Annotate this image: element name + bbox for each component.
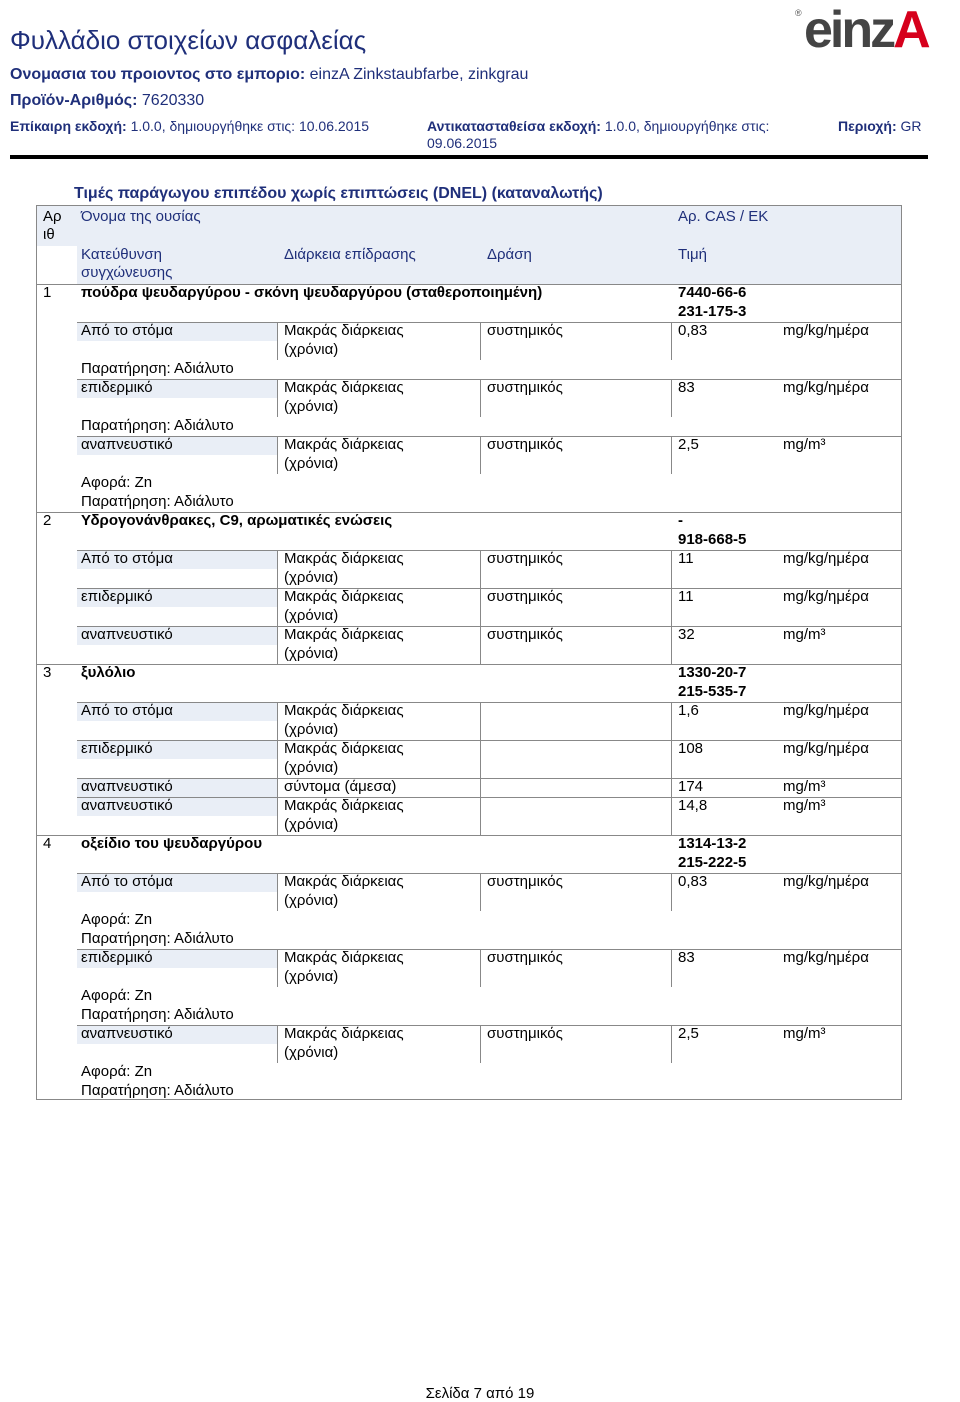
col-route-header-1: Κατεύθυνση [81,246,162,263]
dnel-effect: συστημικός [487,436,563,453]
dnel-value: 2,5 [678,1025,699,1042]
product-id-label: Προϊόν-Αριθμός: [10,92,138,109]
row-divider [77,778,901,779]
substance-ec: 215-222-5 [678,854,747,871]
dnel-effect: συστημικός [487,588,563,605]
dnel-value: 1,6 [678,702,699,719]
substance-ec: 215-535-7 [678,683,747,700]
col-divider [480,1025,481,1063]
col-route-header-2: συγχώνευσης [81,264,173,281]
dnel-unit: mg/kg/ημέρα [783,550,869,567]
dnel-unit: mg/kg/ημέρα [783,379,869,396]
dnel-route: Από το στόμα [81,322,173,339]
dnel-value: 0,83 [678,322,708,339]
col-duration-header: Διάρκεια επίδρασης [284,246,416,263]
substance-cas: 1314-13-2 [678,835,747,852]
dnel-duration: Μακράς διάρκειας [284,322,404,339]
dnel-note: Παρατήρηση: Αδιάλυτο [81,417,234,434]
dnel-route: επιδερμικό [81,949,153,966]
current-version-label: Επίκαιρη εκδοχή: [10,118,127,134]
region-value: GR [900,118,922,134]
dnel-duration: Μακράς διάρκειας [284,797,404,814]
dnel-value: 11 [678,588,694,605]
col-divider [671,379,672,417]
dnel-note: Αφορά: Zn [81,1063,153,1080]
dnel-value: 32 [678,626,695,643]
dnel-duration: Μακράς διάρκειας [284,1025,404,1042]
dnel-route: Από το στόμα [81,873,173,890]
row-divider [77,702,901,703]
dnel-unit: mg/m³ [783,626,826,643]
replaced-version-date: 09.06.2015 [427,135,498,151]
product-name-line [10,66,528,84]
logo-text-accent: A [893,1,928,59]
dnel-duration-cont: (χρόνια) [284,816,339,833]
dnel-unit: mg/kg/ημέρα [783,322,869,339]
dnel-duration: Μακράς διάρκειας [284,588,404,605]
dnel-duration-cont: (χρόνια) [284,968,339,985]
dnel-unit: mg/kg/ημέρα [783,588,869,605]
substance-name: ξυλόλιο [81,664,136,681]
substance-cas: - [678,512,683,529]
dnel-value: 14,8 [678,797,708,814]
dnel-duration-cont: (χρόνια) [284,607,339,624]
dnel-duration: Μακράς διάρκειας [284,626,404,643]
dnel-route: επιδερμικό [81,740,153,757]
col-cas-header: Αρ. CAS / ΕΚ [678,208,769,225]
col-divider [277,626,278,664]
dnel-value: 11 [678,550,694,567]
dnel-route: αναπνευστικό [81,797,173,814]
substance-number: 3 [43,664,52,681]
region-label: Περιοχή: [838,118,897,134]
dnel-duration: Μακράς διάρκειας [284,436,404,453]
dnel-duration: Μακράς διάρκειας [284,740,404,757]
col-divider [671,588,672,626]
col-divider [277,778,278,797]
row-divider [77,797,901,798]
einza-logo [804,0,928,60]
dnel-duration-cont: (χρόνια) [284,645,339,662]
dnel-note: Παρατήρηση: Αδιάλυτο [81,1006,234,1023]
dnel-unit: mg/kg/ημέρα [783,740,869,757]
product-name-value: einzA Zinkstaubfarbe, zinkgrau [309,66,529,83]
col-divider [480,702,481,740]
substance-ec: 231-175-3 [678,303,747,320]
col-divider [277,588,278,626]
row-divider [77,740,901,741]
substance-name: Υδρογονάνθρακες, C9, αρωματικές ενώσεις [81,512,393,529]
dnel-duration-cont: (χρόνια) [284,721,339,738]
product-id-value: 7620330 [141,92,205,109]
dnel-route: επιδερμικό [81,379,153,396]
registered-mark: ® [795,8,802,18]
col-divider [277,379,278,417]
col-divider [671,797,672,835]
replaced-version [427,117,769,135]
dnel-value: 174 [678,778,704,795]
dnel-note: Παρατήρηση: Αδιάλυτο [81,930,234,947]
dnel-route: αναπνευστικό [81,436,173,453]
dnel-effect: συστημικός [487,873,563,890]
product-id-line [10,92,204,110]
col-divider [671,1025,672,1063]
dnel-effect: συστημικός [487,379,563,396]
col-divider [671,550,672,588]
col-divider [277,322,278,360]
col-divider [671,322,672,360]
col-divider [480,740,481,778]
col-divider [671,949,672,987]
dnel-route: αναπνευστικό [81,1025,173,1042]
replaced-version-label: Αντικατασταθείσα εκδοχή: [427,118,601,134]
col-divider [671,778,672,797]
col-divider [277,797,278,835]
substance-ec: 918-668-5 [678,531,747,548]
dnel-duration: Μακράς διάρκειας [284,702,404,719]
col-divider [480,873,481,911]
substance-cas: 7440-66-6 [678,284,747,301]
current-version [10,117,369,135]
col-divider [480,588,481,626]
dnel-value: 0,83 [678,873,708,890]
dnel-unit: mg/m³ [783,436,826,453]
dnel-duration: Μακράς διάρκειας [284,379,404,396]
col-divider [277,949,278,987]
dnel-effect: συστημικός [487,322,563,339]
row-divider [37,664,901,665]
document-title: Φυλλάδιο στοιχείων ασφαλείας [10,25,367,55]
col-divider [480,436,481,474]
dnel-effect: συστημικός [487,550,563,567]
dnel-duration: Μακράς διάρκειας [284,949,404,966]
dnel-duration-cont: (χρόνια) [284,398,339,415]
col-divider [277,873,278,911]
col-effect-header: Δράση [487,246,532,263]
dnel-duration: Μακράς διάρκειας [284,550,404,567]
section-title: Τιμές παράγωγου επιπέδου χωρίς επιπτώσεις (DNEL) (καταναλωτής) [74,185,603,202]
dnel-route: Από το στόμα [81,550,173,567]
dnel-unit: mg/m³ [783,778,826,795]
col-divider [277,550,278,588]
dnel-effect: συστημικός [487,949,563,966]
dnel-unit: mg/m³ [783,1025,826,1042]
dnel-route: Από το στόμα [81,702,173,719]
dnel-value: 83 [678,379,695,396]
substance-name: πούδρα ψευδαργύρου - σκόνη ψευδαργύρου (σταθεροποιημένη) [81,284,543,301]
col-divider [671,702,672,740]
dnel-route: αναπνευστικό [81,778,173,795]
dnel-note: Παρατήρηση: Αδιάλυτο [81,1082,234,1099]
region [838,117,922,135]
dnel-duration-cont: (χρόνια) [284,341,339,358]
dnel-unit: mg/m³ [783,797,826,814]
col-divider [480,379,481,417]
col-divider [277,740,278,778]
col-substance-header: Όνομα της ουσίας [81,208,201,225]
col-no-header-1: Αρ [43,208,62,225]
dnel-note: Αφορά: Zn [81,911,153,928]
product-name-label: Ονομασια του προιοντος στο εμποριο: [10,66,306,83]
dnel-route: επιδερμικό [81,588,153,605]
col-divider [671,626,672,664]
dnel-duration: Μακράς διάρκειας [284,873,404,890]
substance-number: 2 [43,512,52,529]
page-number: Σελίδα 7 από 19 [425,1385,535,1402]
dnel-duration-cont: (χρόνια) [284,569,339,586]
col-divider [480,797,481,835]
col-divider [480,550,481,588]
col-divider [480,778,481,797]
dnel-unit: mg/kg/ημέρα [783,949,869,966]
dnel-duration-cont: (χρόνια) [284,759,339,776]
dnel-note: Παρατήρηση: Αδιάλυτο [81,360,234,377]
substance-number: 4 [43,835,52,852]
dnel-table [36,205,902,1100]
dnel-value: 83 [678,949,695,966]
header-divider [10,155,928,159]
col-divider [277,702,278,740]
col-divider [480,322,481,360]
dnel-duration: σύντομα (άμεσα) [284,778,397,795]
substance-name: οξείδιο του ψευδαργύρου [81,835,263,852]
col-divider [277,436,278,474]
dnel-route: αναπνευστικό [81,626,173,643]
col-divider [480,626,481,664]
dnel-duration-cont: (χρόνια) [284,1044,339,1061]
dnel-note: Αφορά: Zn [81,987,153,1004]
dnel-duration-cont: (χρόνια) [284,892,339,909]
col-divider [480,949,481,987]
col-divider [277,1025,278,1063]
col-divider [671,873,672,911]
dnel-value: 2,5 [678,436,699,453]
replaced-version-value: 1.0.0, δημιουργήθηκε στις: [604,118,770,134]
dnel-duration-cont: (χρόνια) [284,455,339,472]
dnel-note: Παρατήρηση: Αδιάλυτο [81,493,234,510]
dnel-unit: mg/kg/ημέρα [783,873,869,890]
dnel-value: 108 [678,740,704,757]
dnel-effect: συστημικός [487,626,563,643]
col-no-header-2: ιθ [43,226,55,243]
dnel-unit: mg/kg/ημέρα [783,702,869,719]
col-divider [671,436,672,474]
col-divider [671,740,672,778]
current-version-value: 1.0.0, δημιουργήθηκε στις: 10.06.2015 [130,118,370,134]
substance-cas: 1330-20-7 [678,664,747,681]
dnel-effect: συστημικός [487,1025,563,1042]
dnel-note: Αφορά: Zn [81,474,153,491]
logo-text-main: einz [804,1,894,59]
substance-number: 1 [43,284,52,301]
col-value-header: Τιμή [678,246,707,263]
